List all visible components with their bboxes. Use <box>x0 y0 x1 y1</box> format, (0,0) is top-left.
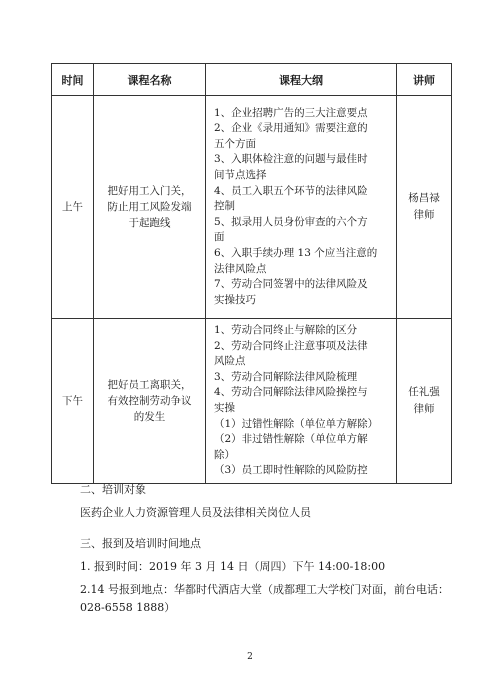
course-name-line: 的发生 <box>133 411 166 423</box>
page-number: 2 <box>247 652 253 662</box>
outline-line: 2、劳动合同终止注意事项及法律 <box>214 339 368 352</box>
outline-line: 实操技巧 <box>214 293 256 306</box>
header-course-name: 课程名称 <box>94 64 206 96</box>
outline-line: 5、拟录用人员身份审查的六个方 <box>214 215 368 228</box>
outline-line: 法律风险点 <box>214 262 267 275</box>
course-name-cell <box>94 319 206 484</box>
outline-line: 1、劳动合同终止与解除的区分 <box>214 324 358 337</box>
section-3-item-1: 1. 报到时间：2019 年 3 月 14 日（周四）下午 14:00-18:00 <box>80 560 386 573</box>
outline-line: 实操 <box>214 402 235 414</box>
course-name-line: 有效控制劳动争议 <box>107 395 192 407</box>
header-time: 时间 <box>52 64 94 96</box>
outline-line: 面 <box>214 231 225 244</box>
section-3-item-2: 2.14 号报到地点：华都时代酒店大堂（成都理工大学校门对面，前台电话：028-6558 1888） <box>80 583 449 614</box>
outline-line: 除） <box>214 448 235 461</box>
outline-line: （1）过错性解除（单位单方解除） <box>214 417 379 430</box>
outline-line: 7、劳动合同签署中的法律风险及 <box>214 278 368 291</box>
teacher-name: 杨昌禄 <box>408 192 440 204</box>
course-name-line: 防止用工风险发端 <box>107 201 192 213</box>
table-header-row <box>52 64 452 96</box>
outline-line: 4、员工入职五个环节的法律风险 <box>214 184 368 197</box>
outline-line: 4、劳动合同解除法律风险操控与 <box>214 386 368 399</box>
outline-line: 风险点 <box>214 355 246 368</box>
outline-line: 五个方面 <box>214 137 256 150</box>
outline-line: （2）非过错性解除（单位单方解 <box>214 433 368 446</box>
table-row <box>52 96 452 319</box>
table-row <box>52 319 452 484</box>
course-name-line: 把好用工入门关， <box>107 185 192 197</box>
section-2-heading: 二、培训对象 <box>80 483 146 496</box>
outline-line: 2、企业《录用通知》需要注意的 <box>214 122 368 135</box>
teacher-cell <box>397 96 452 319</box>
course-outline-cell <box>206 96 397 319</box>
header-teacher: 讲师 <box>397 64 452 96</box>
outline-line: 3、劳动合同解除法律风险梳理 <box>214 370 358 383</box>
course-name-cell <box>94 96 206 319</box>
teacher-cell <box>397 319 452 484</box>
outline-line: 6、入职手续办理 13 个应当注意的 <box>214 246 378 259</box>
time-cell: 下午 <box>52 319 94 484</box>
header-course-outline: 课程大纲 <box>206 64 397 96</box>
teacher-title: 律师 <box>413 403 435 415</box>
teacher-title: 律师 <box>413 209 435 221</box>
teacher-name: 任礼强 <box>408 386 440 398</box>
course-outline-cell <box>206 319 397 484</box>
course-name-line: 把好员工离职关， <box>107 379 192 391</box>
outline-line: （3）员工即时性解除的风险防控 <box>214 464 368 477</box>
section-2-body: 医药企业人力资源管理人员及法律相关岗位人员 <box>80 506 311 519</box>
outline-line: 间节点选择 <box>214 169 267 182</box>
section-3-heading: 三、报到及培训时间地点 <box>80 537 201 550</box>
course-schedule-table <box>51 63 452 484</box>
outline-line: 3、入职体检注意的问题与最佳时 <box>214 153 368 166</box>
outline-line: 1、企业招聘广告的三大注意要点 <box>214 106 368 119</box>
course-name-line: 于起跑线 <box>128 217 171 229</box>
time-cell: 上午 <box>52 96 94 319</box>
outline-line: 控制 <box>214 200 235 213</box>
